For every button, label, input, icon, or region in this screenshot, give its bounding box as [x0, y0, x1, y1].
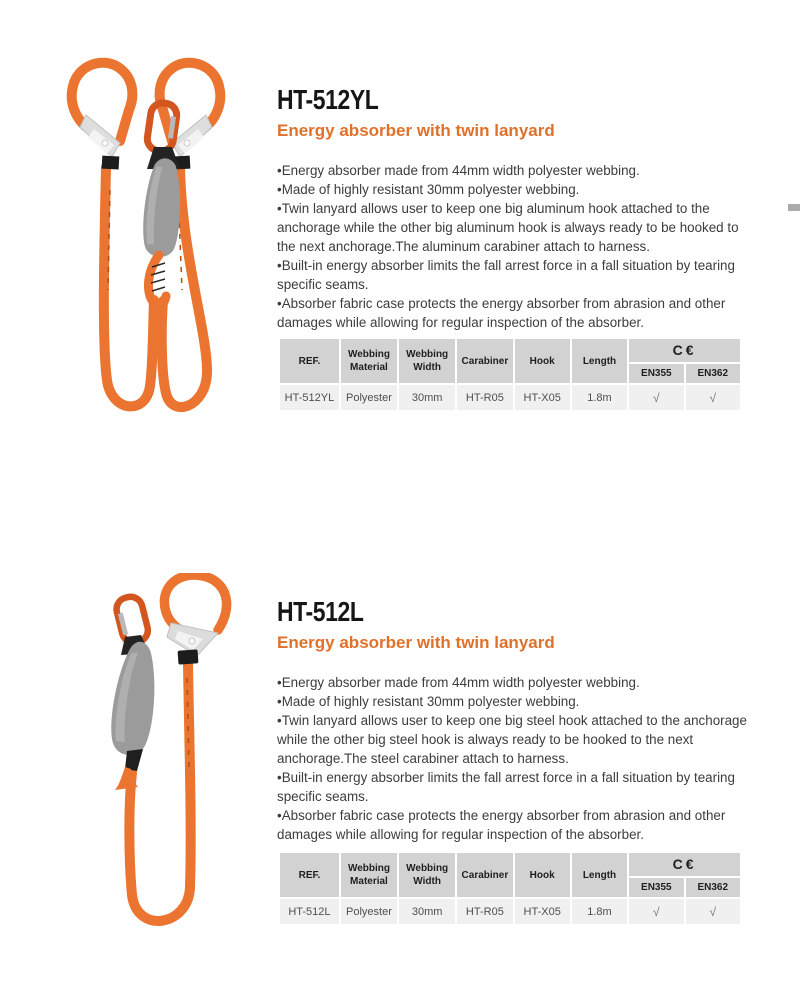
col-header-length: Length	[572, 339, 627, 383]
cell-webbing-material: Polyester	[341, 385, 397, 410]
ce-mark-header	[629, 339, 740, 362]
cell-length: 1.8m	[572, 899, 627, 924]
ce-mark-header	[629, 853, 740, 876]
cell-ref: HT-512L	[280, 899, 339, 924]
feature-item: •Made of highly resistant 30mm polyester webbing.	[277, 182, 580, 197]
col-header-carabiner: Carabiner	[457, 339, 512, 383]
feature-item: •Built-in energy absorber limits the fall arrest force in a fall situation by tearing specific seams.	[277, 770, 735, 804]
spec-table-ht512l	[278, 851, 742, 926]
feature-list	[277, 161, 747, 332]
feature-item: •Energy absorber made from 44mm width polyester webbing.	[277, 675, 640, 690]
ce-logo: C€	[672, 856, 697, 873]
absorber-tip	[125, 749, 143, 771]
cell-en355-check: √	[629, 899, 683, 924]
product-tagline: Energy absorber with twin lanyard	[277, 121, 555, 140]
product-model: HT-512YL	[277, 84, 379, 115]
col-header-webbing-material: Webbing Material	[341, 339, 397, 383]
table-row	[280, 385, 740, 410]
cell-hook: HT-X05	[515, 899, 570, 924]
feature-item: •Twin lanyard allows user to keep one big aluminum hook attached to the anchorage while the other big aluminum hook is always ready to be hooked to the next anchorage.The aluminum carabiner attach to harness.	[277, 201, 739, 254]
cell-en355-check: √	[629, 385, 683, 410]
feature-item: •Energy absorber made from 44mm width polyester webbing.	[277, 163, 640, 178]
col-header-en362: EN362	[686, 364, 740, 383]
product-photo-twin-lanyard-aluminum	[60, 55, 260, 435]
cell-ref: HT-512YL	[280, 385, 339, 410]
product-section-ht512l	[277, 596, 747, 844]
ce-logo: C€	[672, 342, 697, 359]
cell-webbing-width: 30mm	[399, 385, 455, 410]
col-header-ref: REF.	[280, 339, 339, 383]
steel-hook-icon	[164, 575, 226, 665]
cell-en362-check: √	[686, 385, 740, 410]
col-header-en355: EN355	[629, 878, 683, 897]
feature-list	[277, 673, 747, 844]
cell-length: 1.8m	[572, 385, 627, 410]
col-header-webbing-width: Webbing Width	[399, 853, 455, 897]
feature-item: •Twin lanyard allows user to keep one big steel hook attached to the anchorage while the other big steel hook is always ready to be hooked to the next anchorage.The steel carabiner attach to harness.	[277, 713, 747, 766]
feature-item: •Absorber fabric case protects the energy absorber from abrasion and other damages while allowing for regular inspection of the absorber.	[277, 808, 726, 842]
col-header-en362: EN362	[686, 878, 740, 897]
feature-item: •Built-in energy absorber limits the fall arrest force in a fall situation by tearing specific seams.	[277, 258, 735, 292]
cell-hook: HT-X05	[515, 385, 570, 410]
col-header-webbing-width: Webbing Width	[399, 339, 455, 383]
col-header-hook: Hook	[515, 339, 570, 383]
spec-table-ht512yl	[278, 337, 742, 412]
col-header-length: Length	[572, 853, 627, 897]
product-photo-twin-lanyard-steel	[75, 573, 255, 958]
aluminum-hook-icon	[72, 63, 133, 170]
cell-carabiner: HT-R05	[457, 385, 512, 410]
twin-lanyard-illustration	[60, 55, 260, 435]
cell-carabiner: HT-R05	[457, 899, 512, 924]
col-header-carabiner: Carabiner	[457, 853, 512, 897]
cell-en362-check: √	[686, 899, 740, 924]
product-tagline: Energy absorber with twin lanyard	[277, 633, 555, 652]
col-header-webbing-material: Webbing Material	[341, 853, 397, 897]
feature-item: •Absorber fabric case protects the energy absorber from abrasion and other damages while allowing for regular inspection of the absorber.	[277, 296, 726, 330]
twin-lanyard-illustration	[75, 573, 255, 958]
feature-item: •Made of highly resistant 30mm polyester webbing.	[277, 694, 580, 709]
page-title	[277, 84, 747, 116]
cell-webbing-width: 30mm	[399, 899, 455, 924]
energy-absorber-icon	[141, 157, 184, 258]
cell-webbing-material: Polyester	[341, 899, 397, 924]
page-title	[277, 596, 747, 628]
col-header-ref: REF.	[280, 853, 339, 897]
product-section-ht512yl	[277, 84, 747, 332]
product-model: HT-512L	[277, 596, 364, 627]
energy-absorber-icon	[107, 639, 161, 757]
page-edge-mark	[788, 204, 800, 211]
col-header-hook: Hook	[515, 853, 570, 897]
col-header-en355: EN355	[629, 364, 683, 383]
table-row	[280, 899, 740, 924]
